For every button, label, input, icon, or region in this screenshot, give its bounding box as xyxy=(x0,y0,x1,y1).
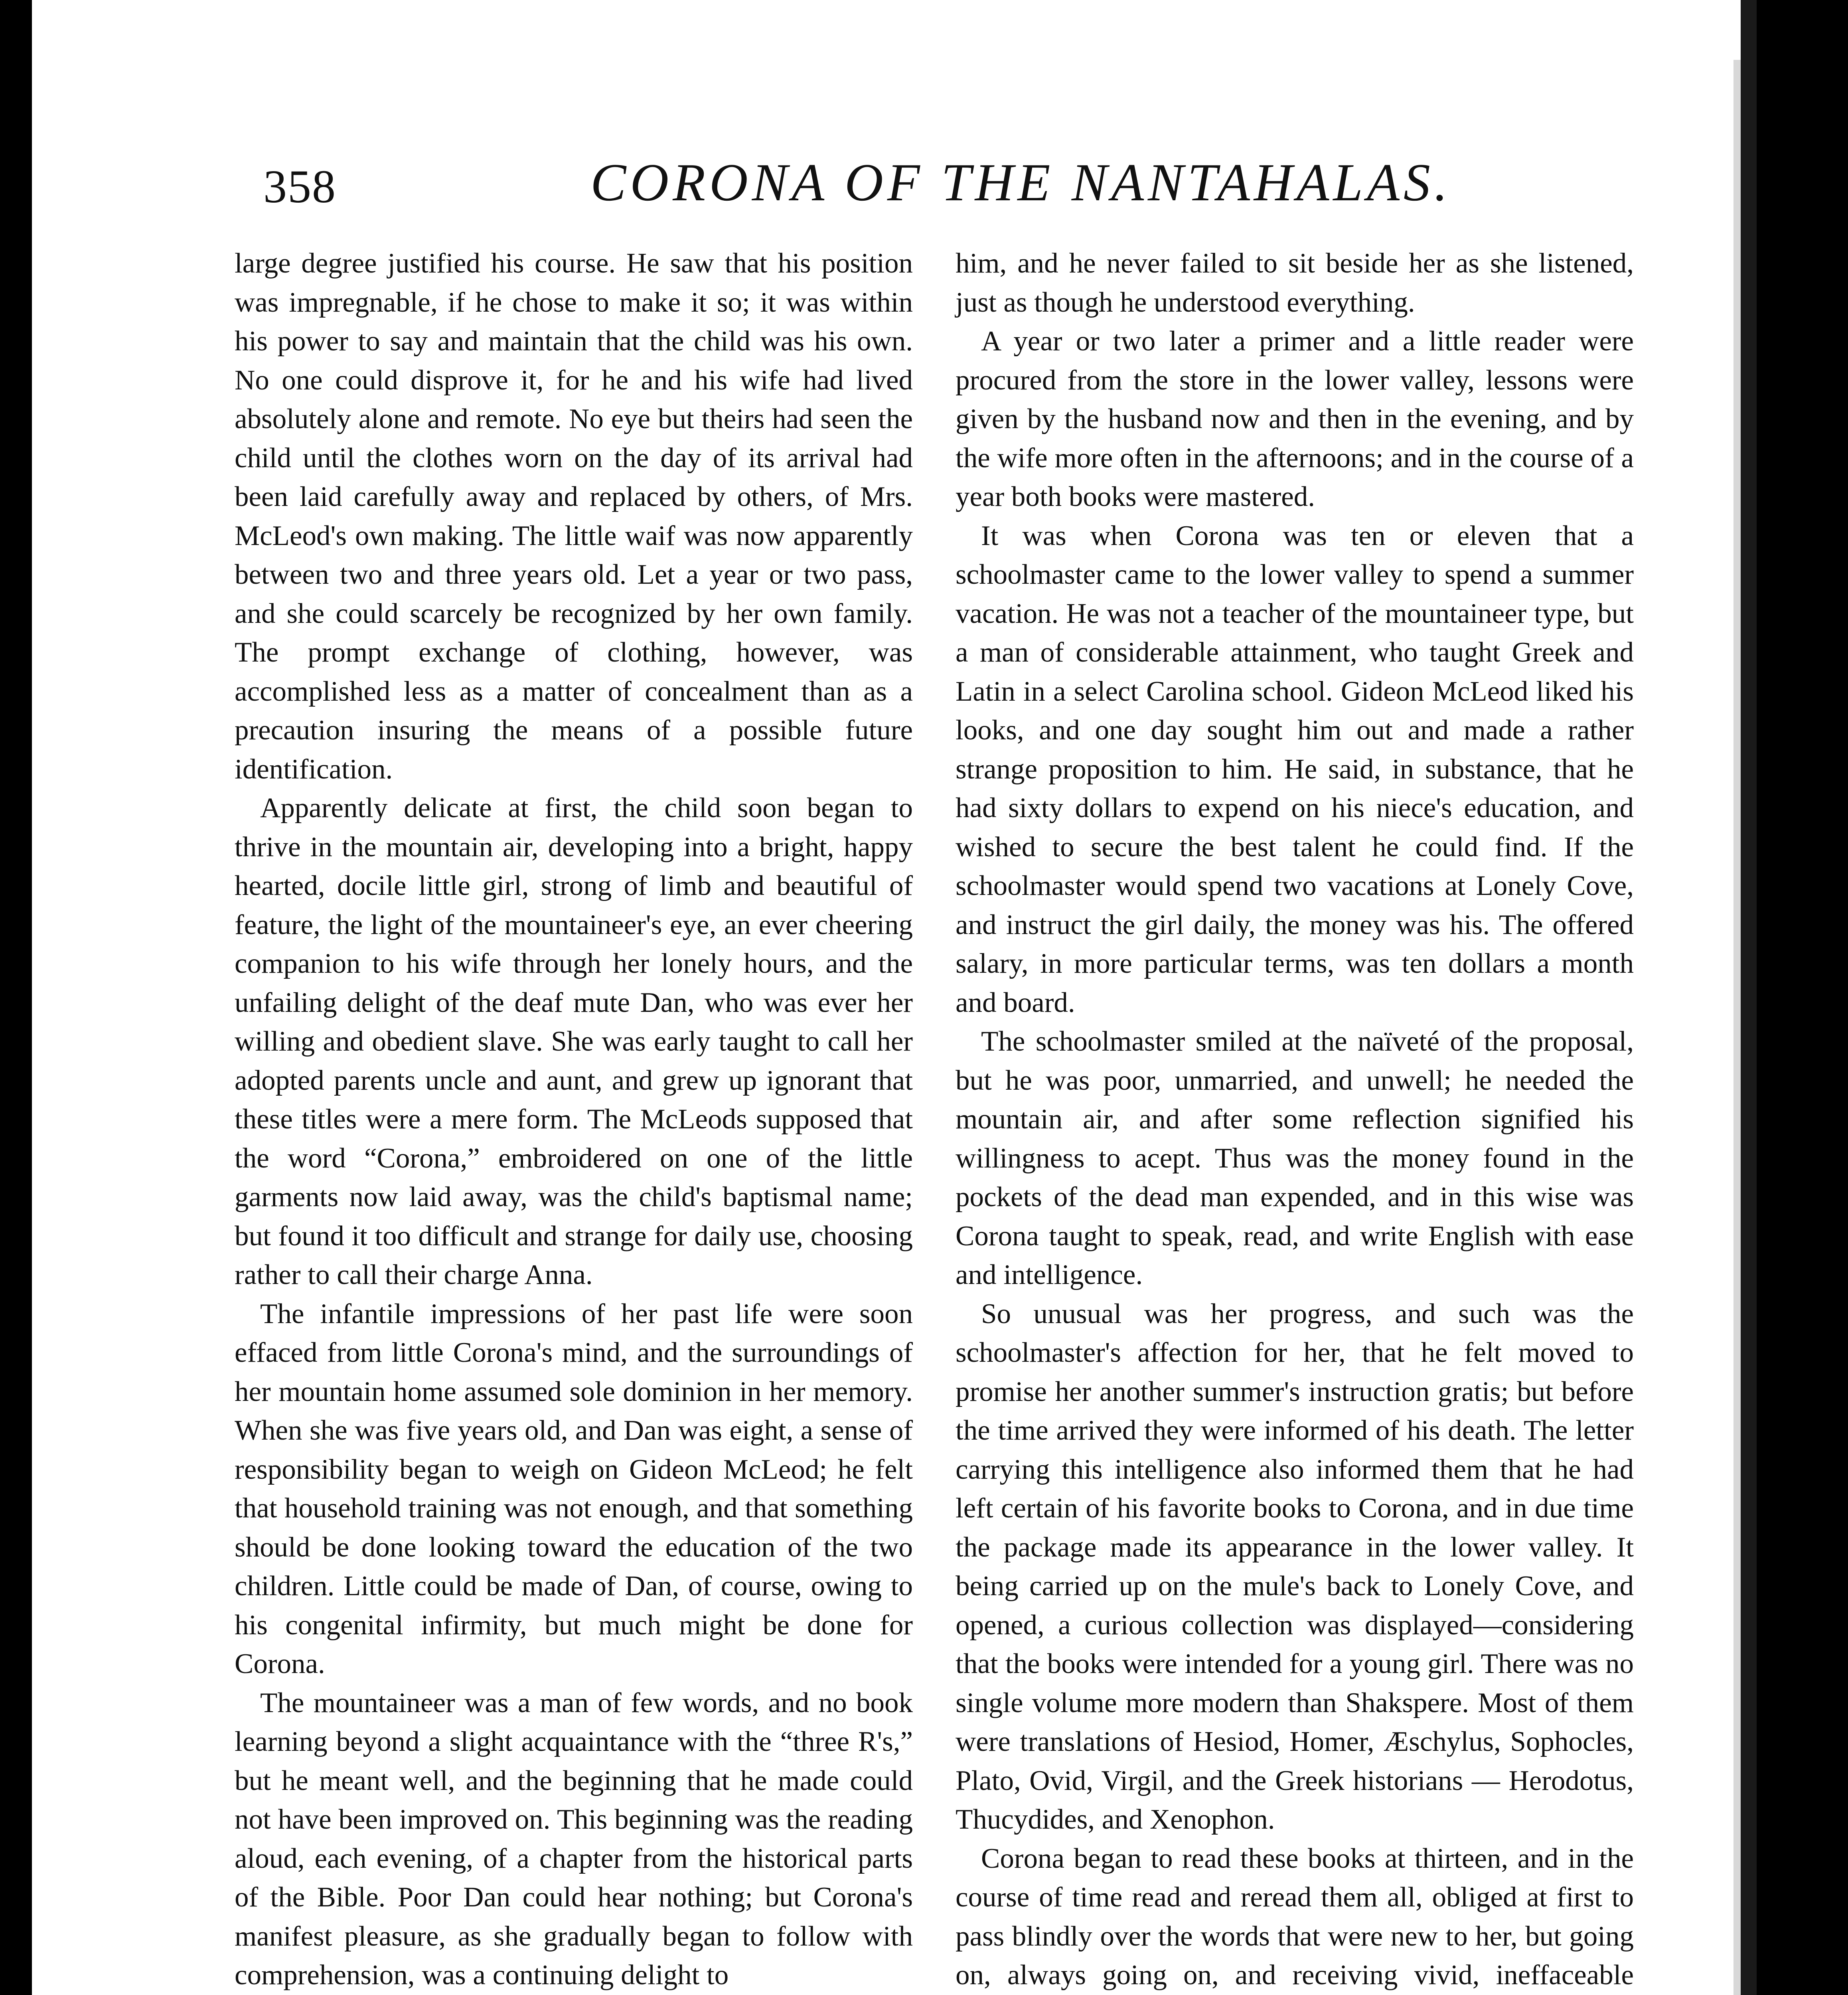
paragraph: Corona began to read these books at thirteen, and in the course of time read and reread them all, obliged at first to pass blindly over the words that were new to her, but going on, always going on, and receiving vivid, ineffaceable xyxy=(956,1843,1634,1991)
paragraph: So unusual was her progress, and such was the schoolmaster's affection for her, that he felt moved to promise her another summer's instruction gratis; but before the time arrived they were informed of his death. The letter carrying this intelligence also informed them that he had left certain of his favorite books to Corona, and in due time the package made its appearance in the lower valley. It being carried up on the mule's back to Lonely Cove, and opened, a curious collection was displayed—considering that the books were intended for a young girl. There was no single volume more modern than Shakspere. Most of them were translations of Hesiod, Homer, Æschylus, Sophocles, Plato, Ovid, Virgil, and the Greek historians — Herodotus, Thucydides, and Xenophon. xyxy=(956,1298,1634,1835)
right-column xyxy=(956,244,1634,1995)
paragraph: The schoolmaster smiled at the naïveté of the proposal, but he was poor, unmarried, and unwell; he needed the mountain air, and after some reflection signified his willingness to acept. Thus was the money found in the pockets of the dead man expended, and in this wise was Corona taught to speak, read, and write English with ease and intelligence. xyxy=(956,1026,1634,1290)
paragraph: The infantile impressions of her past life were soon effaced from little Corona's mind, and the surroundings of her mountain home assumed sole dominion in her memory. When she was five years old, and Dan was eight, a sense of responsibility began to weigh on Gideon McLeod; he felt that household training was not enough, and that something should be done looking toward the education of the two children. Little could be made of Dan, of course, owing to his congenital infirmity, but much might be done for Corona. xyxy=(235,1298,913,1679)
page-edge xyxy=(1741,0,1757,1995)
paragraph: A year or two later a primer and a little reader were procured from the store in the lower valley, lessons were given by the husband now and then in the evening, and by the wife more often in the afternoons; and in the course of a year both books were mastered. xyxy=(956,326,1634,512)
paragraph: It was when Corona was ten or eleven that a schoolmaster came to the lower valley to spend a summer vacation. He was not a teacher of the mountaineer type, but a man of considerable attainment, who taught Greek and Latin in a select Carolina school. Gideon McLeod liked his looks, and one day sought him out and made a rather strange proposition to him. He said, in substance, that he had sixty dollars to expend on his niece's education, and wished to secure the best talent he could find. If the schoolmaster would spend two vacations at Lonely Cove, and instruct the girl daily, the money was his. The offered salary, in more particular terms, was ten dollars a month and board. xyxy=(956,520,1634,1018)
paragraph: The mountaineer was a man of few words, and no book learning beyond a slight acquaintance with the “three R's,” but he meant well, and the beginning that he made could not have been improved on. This beginning was the reading aloud, each evening, of a chapter from the historical parts of the Bible. Poor Dan could hear nothing; but Corona's manifest pleasure, as she gradually began to follow with comprehension, was a continuing delight to xyxy=(235,1687,913,1991)
paragraph: him, and he never failed to sit beside her as she listened, just as though he understood everything. xyxy=(956,248,1634,318)
left-column xyxy=(235,244,913,1995)
page-gutter-shadow xyxy=(1733,60,1741,1995)
paragraph: large degree justified his course. He saw that his position was impregnable, if he chose to make it so; it was within his power to say and maintain that the child was his own. No one could disprove it, for he and his wife had lived absolutely alone and remote. No eye but theirs had seen the child until the clothes worn on the day of its arrival had been laid carefully away and replaced by others, of Mrs. McLeod's own making. The little waif was now apparently between two and three years old. Let a year or two pass, and she could scarcely be recognized by her own family. The prompt exchange of clothing, however, was accomplished less as a matter of concealment than as a precaution insuring the means of a possible future identification. xyxy=(235,248,913,785)
page-number: 358 xyxy=(263,160,336,213)
running-title: CORONA OF THE NANTAHALAS. xyxy=(590,153,1452,212)
page-header xyxy=(263,144,1660,223)
paragraph: Apparently delicate at first, the child soon began to thrive in the mountain air, developing into a bright, happy hearted, docile little girl, strong of limb and beautiful of feature, the light of the mountaineer's eye, an ever cheering companion to his wife through her lonely hours, and the unfailing delight of the deaf mute Dan, who was ever her willing and obedient slave. She was early taught to call her adopted parents uncle and aunt, and grew up ignorant that these titles were a mere form. The McLeods supposed that the word “Corona,” embroidered on one of the little garments now laid away, was the child's baptismal name; but found it too difficult and strange for daily use, choosing rather to call their charge Anna. xyxy=(235,792,913,1290)
